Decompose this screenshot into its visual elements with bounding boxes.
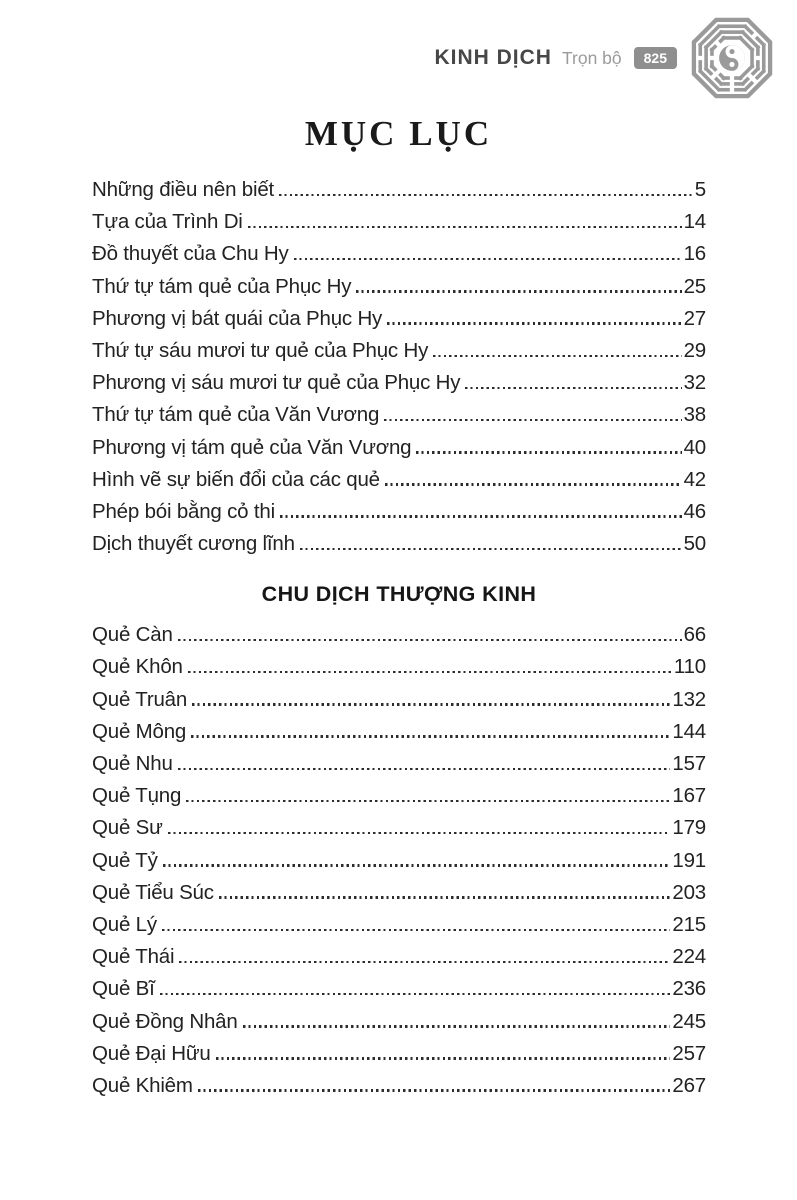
dot-leader: [280, 515, 682, 517]
toc-entry-label: Tựa của Trình Di: [92, 210, 243, 234]
dot-leader: [387, 322, 681, 324]
toc-entry-page: 179: [672, 816, 706, 840]
toc-entry-page: 14: [683, 210, 706, 234]
toc-entry: [92, 1038, 706, 1070]
toc-entry-page: 29: [683, 338, 706, 362]
table-of-contents: [92, 174, 706, 1102]
dot-leader: [219, 896, 671, 898]
toc-entry-page: 46: [683, 499, 706, 523]
toc-entry-page: 5: [694, 178, 706, 201]
toc-entry-label: Phương vị sáu mươi tư quẻ của Phục Hy: [92, 371, 461, 395]
dot-leader: [356, 290, 681, 292]
toc-entry-page: 110: [673, 655, 706, 679]
toc-entry-label: Đồ thuyết của Chu Hy: [92, 242, 289, 266]
toc-entry: [92, 303, 706, 335]
toc-entry: [92, 496, 706, 528]
toc-entry: [92, 651, 706, 683]
toc-entry-label: Quẻ Khôn: [92, 655, 183, 679]
toc-entry-label: Quẻ Tụng: [92, 784, 182, 808]
dot-leader: [179, 961, 670, 963]
book-subtitle: Trọn bộ: [561, 47, 622, 68]
toc-entry-label: Quẻ Tiểu Súc: [92, 880, 214, 904]
toc-entry-page: 267: [672, 1073, 706, 1097]
toc-entry: [92, 1070, 706, 1102]
toc-entry-label: Dịch thuyết cương lĩnh: [92, 532, 295, 556]
toc-entry: [92, 780, 706, 812]
toc-entry: [92, 528, 706, 560]
toc-entry-page: 224: [672, 945, 706, 969]
toc-entry: [92, 877, 706, 909]
section-heading: CHU DỊCH THƯỢNG KINH: [261, 582, 537, 607]
toc-entry-label: Phương vị tám quẻ của Văn Vương: [92, 435, 412, 459]
page-number-badge: 825: [634, 47, 677, 69]
toc-entry: [92, 174, 706, 206]
dot-leader: [248, 226, 682, 228]
bagua-yinyang-icon: [689, 15, 775, 101]
toc-entry-page: 245: [672, 1009, 706, 1033]
page-title: MỤC LỤC: [304, 114, 493, 153]
toc-entry-label: Quẻ Đại Hữu: [92, 1041, 211, 1065]
toc-entry-label: Những điều nên biết: [92, 178, 275, 201]
toc-entry: [92, 909, 706, 941]
toc-entry: [92, 812, 706, 844]
dot-leader: [300, 548, 682, 550]
toc-entry-label: Phương vị bát quái của Phục Hy: [92, 306, 383, 330]
dot-leader: [465, 387, 681, 389]
toc-entry: [92, 238, 706, 270]
toc-entry-page: 203: [672, 880, 706, 904]
toc-entry: [92, 399, 706, 431]
toc-entry-page: 66: [683, 623, 706, 647]
toc-entry-page: 157: [672, 752, 706, 775]
toc-entry: [92, 1006, 706, 1038]
toc-entry-label: Thứ tự tám quẻ của Phục Hy: [92, 274, 352, 298]
page-header: [0, 0, 797, 92]
toc-entry-label: Quẻ Lý: [92, 912, 157, 936]
dot-leader: [168, 832, 671, 834]
toc-entry: [92, 271, 706, 303]
dot-leader: [188, 671, 672, 673]
dot-leader: [192, 703, 670, 705]
dot-leader: [160, 993, 671, 995]
toc-entry-label: Quẻ Thái: [92, 945, 175, 969]
toc-entry-page: 132: [672, 687, 706, 711]
toc-entry: [92, 206, 706, 238]
toc-entry-label: Thứ tự sáu mươi tư quẻ của Phục Hy: [92, 338, 429, 362]
toc-entry-page: 144: [672, 719, 706, 743]
dot-leader: [384, 419, 681, 421]
toc-entry-page: 167: [672, 784, 706, 808]
toc-entry-page: 38: [683, 403, 706, 427]
dot-leader: [186, 800, 670, 802]
toc-entry: [92, 941, 706, 973]
dot-leader: [216, 1057, 671, 1059]
dot-leader: [279, 194, 693, 196]
toc-entry-page: 191: [672, 848, 706, 872]
toc-entry: [92, 748, 706, 780]
toc-entry: [92, 432, 706, 464]
dot-leader: [294, 258, 682, 260]
dot-leader: [416, 451, 681, 453]
dot-leader: [162, 929, 670, 931]
toc-entry-page: 257: [672, 1041, 706, 1065]
toc-entry-label: Quẻ Tỷ: [92, 848, 158, 872]
dot-leader: [178, 639, 682, 641]
toc-entry-label: Thứ tự tám quẻ của Văn Vương: [92, 403, 380, 427]
toc-entry: [92, 973, 706, 1005]
dot-leader: [191, 735, 670, 737]
toc-entry-page: 25: [683, 274, 706, 298]
toc-entry-label: Quẻ Mông: [92, 719, 187, 743]
toc-entry: [92, 367, 706, 399]
toc-entry-label: Quẻ Càn: [92, 623, 173, 647]
toc-entry: [92, 684, 706, 716]
toc-entry: [92, 464, 706, 496]
book-title: KINH DỊCH: [434, 46, 552, 69]
toc-entry-label: Quẻ Truân: [92, 687, 188, 711]
toc-entry-page: 27: [683, 306, 706, 330]
toc-entry-page: 32: [683, 371, 706, 395]
toc-entry-page: 16: [683, 242, 706, 266]
dot-leader: [163, 864, 671, 866]
toc-entry-label: Quẻ Khiêm: [92, 1073, 193, 1097]
dot-leader: [243, 1025, 671, 1027]
toc-entry-page: 50: [683, 532, 706, 556]
toc-entry-label: Quẻ Đồng Nhân: [92, 1009, 238, 1033]
toc-entry-label: Phép bói bằng cỏ thi: [92, 499, 275, 523]
dot-leader: [385, 483, 682, 485]
dot-leader: [433, 355, 681, 357]
toc-entry: [92, 335, 706, 367]
toc-entry-label: Quẻ Bĩ: [92, 977, 155, 1001]
toc-entry: [92, 716, 706, 748]
dot-leader: [178, 768, 671, 770]
toc-entry-label: Quẻ Nhu: [92, 752, 173, 775]
toc-entry-page: 40: [683, 435, 706, 459]
toc-entry-page: 215: [672, 912, 706, 936]
toc-entry-page: 236: [672, 977, 706, 1001]
dot-leader: [198, 1089, 671, 1091]
toc-entry: [92, 619, 706, 651]
toc-entry-label: Hình vẽ sự biến đổi của các quẻ: [92, 467, 380, 491]
toc-entry: [92, 845, 706, 877]
toc-entry-page: 42: [683, 467, 706, 491]
toc-entry-label: Quẻ Sư: [92, 816, 163, 840]
